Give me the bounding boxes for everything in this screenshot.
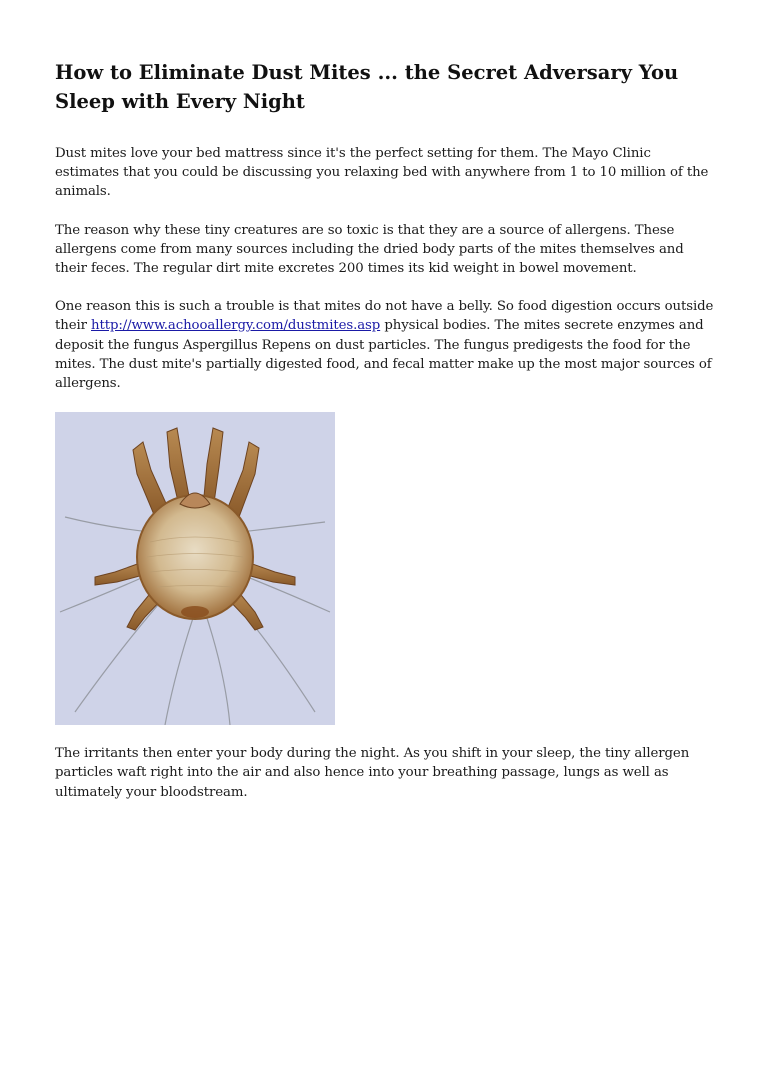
dust-mite-image	[55, 412, 335, 725]
paragraph-digestion-end: physical bodies. The mites secrete enzymes and deposit the fungus Aspergillus Repens on dust particles. The fungus predigests the food for the mites. The dust mite's partially digested food, and fecal matter make up the most major sources of allergens.	[55, 318, 712, 392]
paragraph-intro: Dust mites love your bed mattress since it's the perfect setting for them. The Mayo Clinic estimates that you could be discussing you relaxing bed with anywhere from 1 to 10 million of the animals.	[55, 146, 709, 200]
document-page	[55, 58, 715, 821]
paragraph-irritants: The irritants then enter your body during the night. As you shift in your sleep, the tiny allergen particles waft right into the air and also hence into your breathing passage, lungs as well as ultimately your bloodstream.	[55, 746, 690, 800]
dust-mite-illustration	[55, 412, 335, 725]
paragraph-digestion-start: One reason this is such a trouble is that mites do not have a belly. So food digestion occurs outside their	[55, 299, 714, 334]
paragraph-digestion	[55, 297, 715, 393]
allergy-link[interactable]: http://www.achooallergy.com/dustmites.asp	[91, 318, 381, 334]
article-title: How to Eliminate Dust Mites ... the Secret Adversary You Sleep with Every Night	[55, 61, 679, 113]
paragraph-allergens: The reason why these tiny creatures are so toxic is that they are a source of allergens. These allergens come from many sources including the dried body parts of the mites themselves and their feces. The regular dirt mite excretes 200 times its kid weight in bowel movement.	[55, 222, 684, 277]
